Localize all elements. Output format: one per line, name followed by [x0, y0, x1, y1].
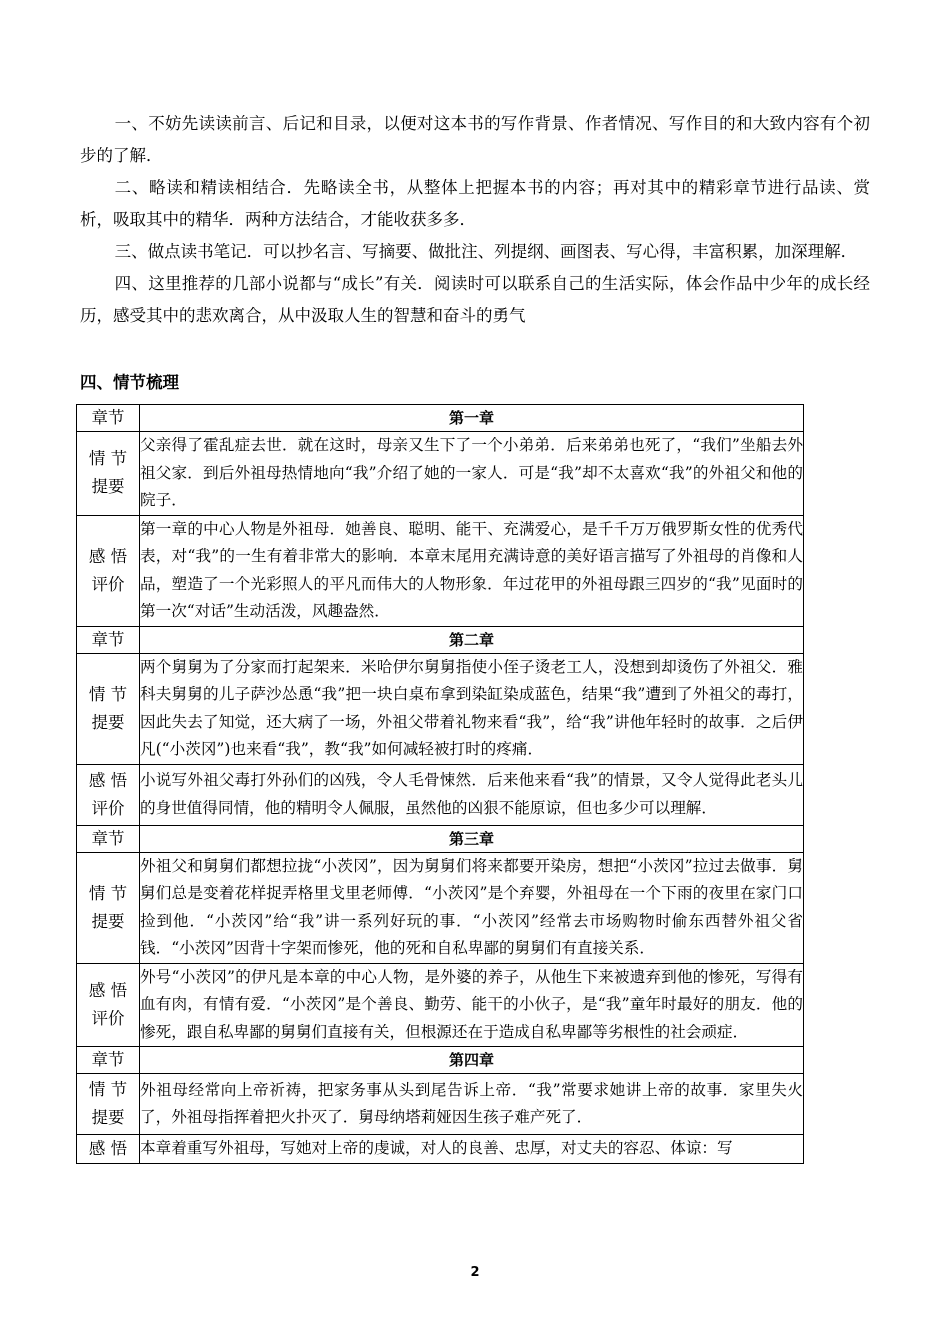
- intro-paragraph: 二、略读和精读相结合．先略读全书，从整体上把握本书的内容；再对其中的精彩章节进行品读、赏析，吸取其中的精华．两种方法结合，才能收获多多．: [80, 178, 870, 229]
- table-row-comment: [77, 764, 804, 825]
- table-row-comment: [77, 515, 804, 626]
- page-number: 2: [470, 1265, 480, 1280]
- chapter-comment: 外号“小茨冈”的伊凡是本章的中心人物，是外婆的养子，从他生下来被遗弃到他的惨死，写得有血有肉，有情有爱．“小茨冈”是个善良、勤劳、能干的小伙子，是“我”童年时最好的朋友．他的惨死，跟自私卑鄙的舅舅们直接有关，但根源还在于造成自私卑鄙等劣根性的社会顽症．: [140, 963, 804, 1047]
- chapter-comment: 小说写外祖父毒打外孙们的凶残，令人毛骨悚然．后来他来看“我”的情景，又令人觉得此老头儿的身世值得同情，他的精明令人佩服，虽然他的凶狠不能原谅，但也多少可以理解．: [140, 764, 804, 825]
- comment-label: [77, 764, 140, 825]
- comment-label-line: 评价: [91, 798, 125, 818]
- summary-label-line: 提要: [91, 712, 125, 732]
- chapter-label: 章节: [77, 1047, 140, 1074]
- summary-label: [77, 1074, 140, 1135]
- chapter-summary: 外祖父和舅舅们都想拉拢“小茨冈”，因为舅舅们将来都要开染房，想把“小茨冈”拉过去做事．舅舅们总是变着花样捉弄格里戈里老师傅．“小茨冈”是个弃婴，外祖母在一个下雨的夜里在家门口捡到他．“小茨冈”给“我”讲一系列好玩的事．“小茨冈”经常去市场购物时偷东西替外祖父省钱．“小茨冈”因背十字架而惨死，他的死和自私卑鄙的舅舅们有直接关系．: [140, 852, 804, 963]
- chapter-label: 章节: [77, 626, 140, 653]
- table-row-summary: [77, 653, 804, 764]
- summary-label-line: 情 节: [88, 1080, 128, 1099]
- chapter-title: 第四章: [140, 1047, 804, 1074]
- summary-label: [77, 653, 140, 764]
- comment-label-line: 感 悟: [88, 770, 128, 790]
- comment-label-line: 感 悟: [88, 546, 128, 566]
- chapter-summary: 父亲得了霍乱症去世．就在这时，母亲又生下了一个小弟弟．后来弟弟也死了，“我们”坐船去外祖父家．到后外祖母热情地向“我”介绍了她的一家人．可是“我”却不太喜欢“我”的外祖父和他的院子．: [140, 432, 804, 516]
- comment-label-line: 评价: [91, 1008, 125, 1028]
- summary-label-line: 情 节: [88, 883, 128, 903]
- chapter-comment: 本章着重写外祖母，写她对上帝的虔诚，对人的良善、忠厚，对丈夫的容忍、体谅：写: [140, 1135, 804, 1164]
- chapter-summary: 外祖母经常向上帝祈祷，把家务事从头到尾告诉上帝．“我”常要求她讲上帝的故事．家里失火了，外祖母指挥着把火扑灭了．舅母纳塔莉娅因生孩子难产死了．: [140, 1074, 804, 1135]
- summary-label-line: 提要: [91, 477, 125, 497]
- summary-label-line: 情 节: [88, 449, 128, 469]
- summary-label-line: 情 节: [88, 684, 128, 704]
- chapter-title: 第一章: [140, 405, 804, 432]
- table-row-chapter-header: [77, 1047, 804, 1074]
- table-row-summary: [77, 852, 804, 963]
- table-row-chapter-header: [77, 626, 804, 653]
- comment-label: [77, 1135, 140, 1164]
- plot-summary-table: [76, 404, 804, 1164]
- intro-paragraph: 三、做点读书笔记．可以抄名言、写摘要、做批注、列提纲、画图表、写心得，丰富积累，加深理解．: [114, 242, 858, 261]
- intro-section: [80, 108, 870, 332]
- chapter-comment: 第一章的中心人物是外祖母．她善良、聪明、能干、充满爱心，是千千万万俄罗斯女性的优秀代表，对“我”的一生有着非常大的影响．本章末尾用充满诗意的美好语言描写了外祖母的肖像和人品，塑造了一个光彩照人的平凡而伟大的人物形象．年过花甲的外祖母跟三四岁的“我”见面时的第一次“对话”生动活泼，风趣盎然．: [140, 515, 804, 626]
- comment-label: [77, 515, 140, 626]
- table-row-summary: [77, 1074, 804, 1135]
- table-row-comment: [77, 1135, 804, 1164]
- intro-paragraph: 四、这里推荐的几部小说都与“成长”有关．阅读时可以联系自己的生活实际，体会作品中少年的成长经历，感受其中的悲欢离合，从中汲取人生的智慧和奋斗的勇气: [80, 274, 870, 325]
- comment-label: [77, 963, 140, 1047]
- table-row-summary: [77, 432, 804, 516]
- chapter-title: 第二章: [140, 626, 804, 653]
- chapter-title: 第三章: [140, 825, 804, 852]
- summary-label: [77, 432, 140, 516]
- chapter-label: 章节: [77, 825, 140, 852]
- section-title: 四、情节梳理: [80, 373, 179, 392]
- intro-paragraph: 一、不妨先读读前言、后记和目录，以便对这本书的写作背景、作者情况、写作目的和大致内容有个初步的了解．: [80, 114, 870, 165]
- chapter-summary: 两个舅舅为了分家而打起架来．米哈伊尔舅舅指使小侄子烫老工人，没想到却烫伤了外祖父．雅科夫舅舅的儿子萨沙怂恿“我”把一块白桌布拿到染缸染成蓝色，结果“我”遭到了外祖父的毒打，因此失去了知觉，还大病了一场，外祖父带着礼物来看“我”，给“我”讲他年轻时的故事．之后伊凡(“小茨冈”)也来看“我”，教“我”如何减轻被打时的疼痛．: [140, 653, 804, 764]
- summary-label: [77, 852, 140, 963]
- comment-label-line: 感 悟: [88, 980, 128, 1000]
- comment-label-line: 感 悟: [88, 1138, 128, 1158]
- summary-label-line: 提要: [91, 1108, 125, 1127]
- table-row-chapter-header: [77, 405, 804, 432]
- comment-label-line: 评价: [91, 574, 125, 594]
- table-row-chapter-header: [77, 825, 804, 852]
- chapter-label: 章节: [77, 405, 140, 432]
- table-row-comment: [77, 963, 804, 1047]
- summary-label-line: 提要: [91, 911, 125, 931]
